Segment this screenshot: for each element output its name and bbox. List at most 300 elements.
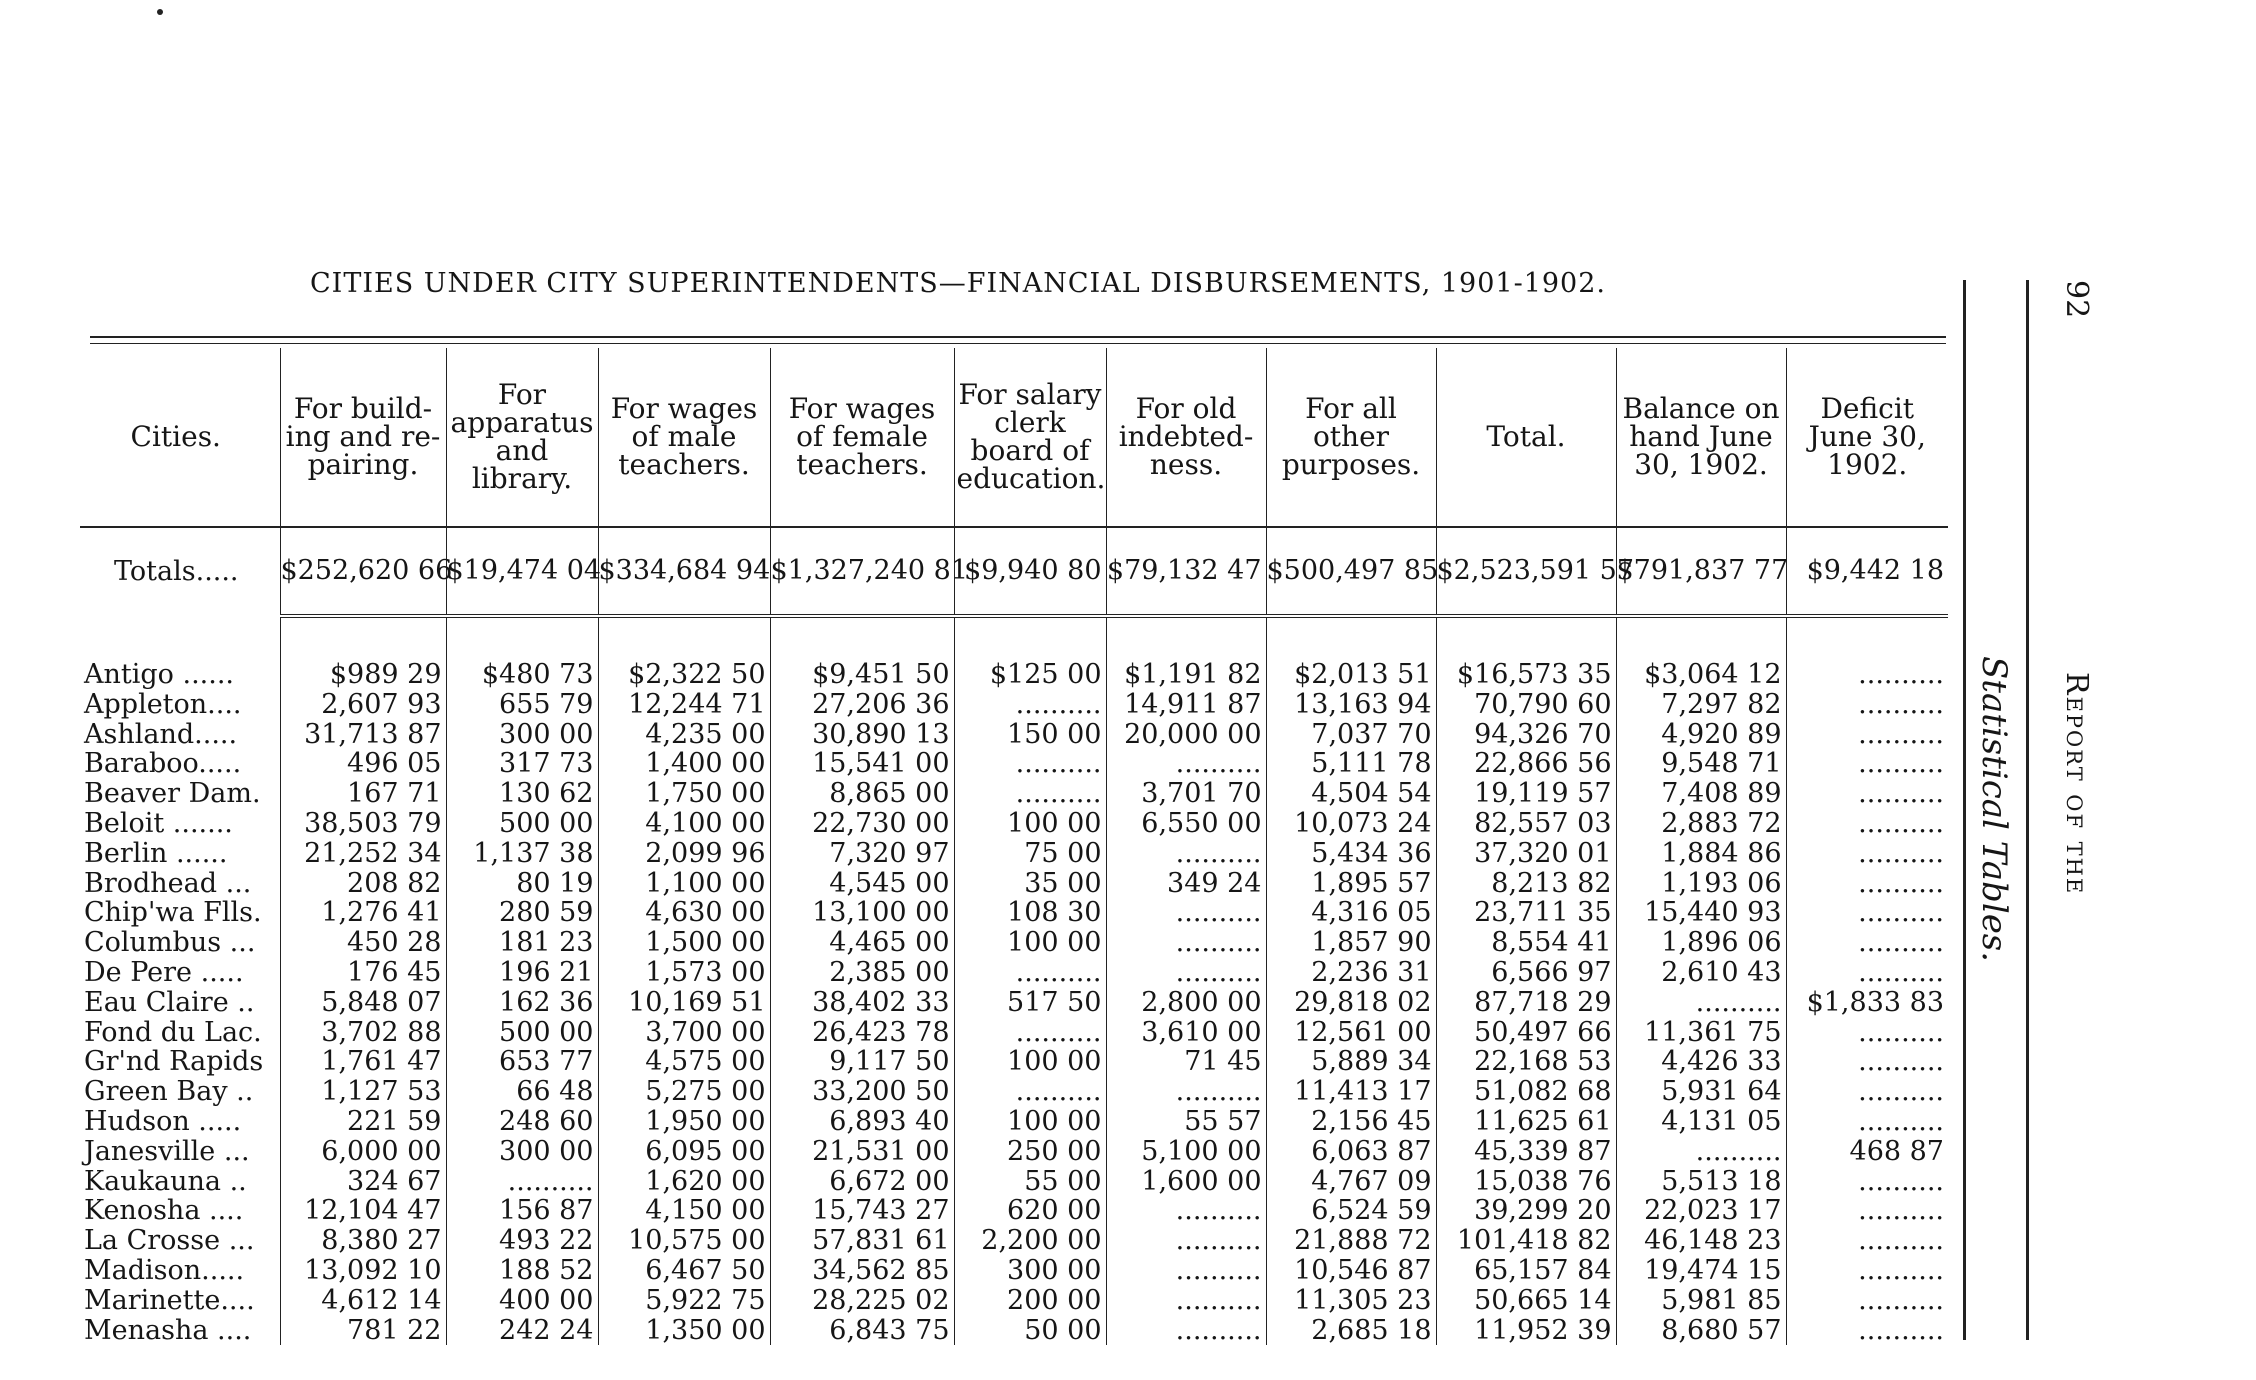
amount-cell: 1,896 06 xyxy=(1616,928,1786,958)
amount-cell: .......... xyxy=(1786,1018,1948,1048)
amount-cell: .......... xyxy=(1786,809,1948,839)
amount-cell: 12,561 00 xyxy=(1266,1018,1436,1048)
amount-cell: 496 05 xyxy=(280,749,446,779)
amount-cell: .......... xyxy=(954,1077,1106,1107)
amount-cell: $19,474 04 xyxy=(446,527,598,616)
amount-cell: 130 62 xyxy=(446,779,598,809)
amount-cell: 5,275 00 xyxy=(598,1077,770,1107)
amount-cell: 21,888 72 xyxy=(1266,1226,1436,1256)
amount-cell: 8,865 00 xyxy=(770,779,954,809)
amount-cell: 188 52 xyxy=(446,1256,598,1286)
spacer-cell xyxy=(954,616,1106,660)
table-row xyxy=(80,1018,1948,1048)
amount-cell: 11,625 61 xyxy=(1436,1107,1616,1137)
amount-cell: 12,104 47 xyxy=(280,1196,446,1226)
amount-cell: $1,327,240 81 xyxy=(770,527,954,616)
amount-cell: .......... xyxy=(1786,1047,1948,1077)
amount-cell: 4,545 00 xyxy=(770,869,954,899)
amount-cell: 4,504 54 xyxy=(1266,779,1436,809)
table-row xyxy=(80,958,1948,988)
top-rule xyxy=(90,336,1946,338)
header-row xyxy=(80,348,1948,527)
amount-cell: 1,761 47 xyxy=(280,1047,446,1077)
amount-cell: 176 45 xyxy=(280,958,446,988)
amount-cell: 655 79 xyxy=(446,690,598,720)
amount-cell: 5,100 00 xyxy=(1106,1137,1266,1167)
amount-cell: 150 00 xyxy=(954,720,1106,750)
amount-cell: .......... xyxy=(954,749,1106,779)
amount-cell: 450 28 xyxy=(280,928,446,958)
amount-cell: 80 19 xyxy=(446,869,598,899)
amount-cell: 11,413 17 xyxy=(1266,1077,1436,1107)
disbursements-table xyxy=(80,348,1948,1345)
amount-cell: 7,037 70 xyxy=(1266,720,1436,750)
amount-cell: .......... xyxy=(1786,660,1948,690)
table-body xyxy=(80,527,1948,1345)
amount-cell: $500,497 85 xyxy=(1266,527,1436,616)
amount-cell: $3,064 12 xyxy=(1616,660,1786,690)
city-name: Hudson ..... xyxy=(84,1106,242,1137)
amount-cell: 45,339 87 xyxy=(1436,1137,1616,1167)
amount-cell: 2,883 72 xyxy=(1616,809,1786,839)
amount-cell: 10,169 51 xyxy=(598,988,770,1018)
amount-cell: 6,566 97 xyxy=(1436,958,1616,988)
spacer-cell xyxy=(280,616,446,660)
amount-cell: .......... xyxy=(1786,1256,1948,1286)
table-row xyxy=(80,1256,1948,1286)
amount-cell: .......... xyxy=(1786,958,1948,988)
spacer-cell xyxy=(446,616,598,660)
amount-cell: $79,132 47 xyxy=(1106,527,1266,616)
amount-cell: 37,320 01 xyxy=(1436,839,1616,869)
column-header: For wages of male teachers. xyxy=(598,348,770,527)
amount-cell: 4,920 89 xyxy=(1616,720,1786,750)
amount-cell: .......... xyxy=(1106,1316,1266,1346)
amount-cell: 4,630 00 xyxy=(598,898,770,928)
amount-cell: 7,297 82 xyxy=(1616,690,1786,720)
amount-cell: 6,843 75 xyxy=(770,1316,954,1346)
amount-cell: 1,857 90 xyxy=(1266,928,1436,958)
city-name: Marinette.... xyxy=(84,1285,255,1316)
amount-cell: 5,981 85 xyxy=(1616,1286,1786,1316)
table-row xyxy=(80,1196,1948,1226)
spacer-cell xyxy=(1106,616,1266,660)
table-row xyxy=(80,1226,1948,1256)
table-row xyxy=(80,1167,1948,1197)
spacer-cell xyxy=(598,616,770,660)
amount-cell: 46,148 23 xyxy=(1616,1226,1786,1256)
amount-cell: 11,305 23 xyxy=(1266,1286,1436,1316)
amount-cell: 4,767 09 xyxy=(1266,1167,1436,1197)
city-name: Kenosha .... xyxy=(84,1196,244,1227)
amount-cell: 7,320 97 xyxy=(770,839,954,869)
amount-cell: 7,408 89 xyxy=(1616,779,1786,809)
amount-cell: 15,541 00 xyxy=(770,749,954,779)
amount-cell: $480 73 xyxy=(446,660,598,690)
amount-cell: 35 00 xyxy=(954,869,1106,899)
column-header: Deficit June 30, 1902. xyxy=(1786,348,1948,527)
table-row xyxy=(80,1077,1948,1107)
amount-cell: .......... xyxy=(1786,749,1948,779)
spacer-cell xyxy=(1266,616,1436,660)
amount-cell: $9,451 50 xyxy=(770,660,954,690)
amount-cell: 100 00 xyxy=(954,1047,1106,1077)
amount-cell: .......... xyxy=(1106,1077,1266,1107)
amount-cell: 10,575 00 xyxy=(598,1226,770,1256)
amount-cell: 5,848 07 xyxy=(280,988,446,1018)
amount-cell: .......... xyxy=(1616,1137,1786,1167)
amount-cell: .......... xyxy=(954,779,1106,809)
amount-cell: 1,127 53 xyxy=(280,1077,446,1107)
table-row xyxy=(80,749,1948,779)
amount-cell: 200 00 xyxy=(954,1286,1106,1316)
amount-cell: 5,434 36 xyxy=(1266,839,1436,869)
amount-cell: 34,562 85 xyxy=(770,1256,954,1286)
amount-cell: .......... xyxy=(1106,958,1266,988)
amount-cell: 6,672 00 xyxy=(770,1167,954,1197)
amount-cell: .......... xyxy=(446,1167,598,1197)
amount-cell: 317 73 xyxy=(446,749,598,779)
table-row xyxy=(80,988,1948,1018)
city-name: De Pere ..... xyxy=(84,957,244,988)
amount-cell: 65,157 84 xyxy=(1436,1256,1616,1286)
amount-cell: 500 00 xyxy=(446,809,598,839)
table-row xyxy=(80,690,1948,720)
amount-cell: $9,940 80 xyxy=(954,527,1106,616)
amount-cell: .......... xyxy=(1106,1196,1266,1226)
amount-cell: 6,467 50 xyxy=(598,1256,770,1286)
city-name: Menasha .... xyxy=(84,1315,252,1346)
amount-cell: 4,316 05 xyxy=(1266,898,1436,928)
amount-cell: 1,350 00 xyxy=(598,1316,770,1346)
city-name: Madison..... xyxy=(84,1255,245,1286)
amount-cell: .......... xyxy=(1786,779,1948,809)
amount-cell: 9,117 50 xyxy=(770,1047,954,1077)
city-name: Berlin ...... xyxy=(84,838,228,869)
amount-cell: 26,423 78 xyxy=(770,1018,954,1048)
amount-cell: 22,866 56 xyxy=(1436,749,1616,779)
amount-cell: 100 00 xyxy=(954,1107,1106,1137)
spacer-cell xyxy=(1436,616,1616,660)
amount-cell: $2,523,591 57 xyxy=(1436,527,1616,616)
spacer-row xyxy=(80,616,1948,660)
amount-cell: 2,236 31 xyxy=(1266,958,1436,988)
amount-cell: 13,100 00 xyxy=(770,898,954,928)
amount-cell: 3,702 88 xyxy=(280,1018,446,1048)
amount-cell: 1,573 00 xyxy=(598,958,770,988)
amount-cell: 1,600 00 xyxy=(1106,1167,1266,1197)
running-head: Report of the xyxy=(2059,672,2094,896)
amount-cell: 468 87 xyxy=(1786,1137,1948,1167)
amount-cell: 82,557 03 xyxy=(1436,809,1616,839)
amount-cell: 1,276 41 xyxy=(280,898,446,928)
amount-cell: 6,893 40 xyxy=(770,1107,954,1137)
amount-cell: 653 77 xyxy=(446,1047,598,1077)
amount-cell: 4,235 00 xyxy=(598,720,770,750)
amount-cell: .......... xyxy=(1786,1316,1948,1346)
table-row xyxy=(80,809,1948,839)
amount-cell: $2,013 51 xyxy=(1266,660,1436,690)
amount-cell: 28,225 02 xyxy=(770,1286,954,1316)
column-header: For salary clerk board of education. xyxy=(954,348,1106,527)
amount-cell: .......... xyxy=(1106,1286,1266,1316)
amount-cell: 21,252 34 xyxy=(280,839,446,869)
amount-cell: 517 50 xyxy=(954,988,1106,1018)
amount-cell: 280 59 xyxy=(446,898,598,928)
spacer-cell xyxy=(1786,616,1948,660)
city-name: Beaver Dam. xyxy=(84,779,261,809)
amount-cell: 3,700 00 xyxy=(598,1018,770,1048)
amount-cell: .......... xyxy=(1786,898,1948,928)
amount-cell: 300 00 xyxy=(954,1256,1106,1286)
city-name: Chip'wa Flls. xyxy=(84,898,262,929)
amount-cell: .......... xyxy=(1786,1077,1948,1107)
amount-cell: 14,911 87 xyxy=(1106,690,1266,720)
amount-cell: 11,952 39 xyxy=(1436,1316,1616,1346)
amount-cell: .......... xyxy=(1106,1256,1266,1286)
amount-cell: .......... xyxy=(1786,690,1948,720)
amount-cell: .......... xyxy=(1786,1167,1948,1197)
amount-cell: 27,206 36 xyxy=(770,690,954,720)
city-name: Totals..... xyxy=(114,556,239,588)
amount-cell: 50,497 66 xyxy=(1436,1018,1616,1048)
amount-cell: 2,200 00 xyxy=(954,1226,1106,1256)
amount-cell: 5,922 75 xyxy=(598,1286,770,1316)
amount-cell: 12,244 71 xyxy=(598,690,770,720)
table-row xyxy=(80,928,1948,958)
city-name: Appleton.... xyxy=(84,689,242,720)
amount-cell: 2,685 18 xyxy=(1266,1316,1436,1346)
amount-cell: 620 00 xyxy=(954,1196,1106,1226)
amount-cell: 4,131 05 xyxy=(1616,1107,1786,1137)
amount-cell: $9,442 18 xyxy=(1786,527,1948,616)
amount-cell: 493 22 xyxy=(446,1226,598,1256)
amount-cell: 248 60 xyxy=(446,1107,598,1137)
amount-cell: 23,711 35 xyxy=(1436,898,1616,928)
spacer-cell xyxy=(80,616,280,660)
column-header: Cities. xyxy=(80,348,280,527)
amount-cell: 2,800 00 xyxy=(1106,988,1266,1018)
amount-cell: 101,418 82 xyxy=(1436,1226,1616,1256)
amount-cell: 51,082 68 xyxy=(1436,1077,1616,1107)
amount-cell: 39,299 20 xyxy=(1436,1196,1616,1226)
amount-cell: 196 21 xyxy=(446,958,598,988)
amount-cell: 2,610 43 xyxy=(1616,958,1786,988)
amount-cell: 1,895 57 xyxy=(1266,869,1436,899)
amount-cell: 10,546 87 xyxy=(1266,1256,1436,1286)
amount-cell: 22,023 17 xyxy=(1616,1196,1786,1226)
amount-cell: 108 30 xyxy=(954,898,1106,928)
amount-cell: .......... xyxy=(1786,869,1948,899)
table-row xyxy=(80,869,1948,899)
amount-cell: 242 24 xyxy=(446,1316,598,1346)
column-header: Balance on hand June 30, 1902. xyxy=(1616,348,1786,527)
amount-cell: 8,380 27 xyxy=(280,1226,446,1256)
amount-cell: 300 00 xyxy=(446,1137,598,1167)
table-row xyxy=(80,1316,1948,1346)
amount-cell: .......... xyxy=(1786,1107,1948,1137)
spacer-cell xyxy=(1616,616,1786,660)
amount-cell: .......... xyxy=(1786,1196,1948,1226)
city-name: Brodhead ... xyxy=(84,868,252,899)
column-header: For build-ing and re-pairing. xyxy=(280,348,446,527)
city-name: Baraboo..... xyxy=(84,749,242,780)
amount-cell: 6,550 00 xyxy=(1106,809,1266,839)
table-row xyxy=(80,779,1948,809)
page-margin-rule-outer xyxy=(2026,280,2029,1340)
amount-cell: 100 00 xyxy=(954,809,1106,839)
amount-cell: 15,038 76 xyxy=(1436,1167,1616,1197)
amount-cell: 300 00 xyxy=(446,720,598,750)
table-title: CITIES UNDER CITY SUPERINTENDENTS—FINANCIAL DISBURSEMENTS, 1901-1902. xyxy=(310,268,1606,299)
amount-cell: 66 48 xyxy=(446,1077,598,1107)
table-row xyxy=(80,1137,1948,1167)
amount-cell: 8,680 57 xyxy=(1616,1316,1786,1346)
amount-cell: 94,326 70 xyxy=(1436,720,1616,750)
amount-cell: 156 87 xyxy=(446,1196,598,1226)
amount-cell: 1,100 00 xyxy=(598,869,770,899)
amount-cell: 19,474 15 xyxy=(1616,1256,1786,1286)
city-name: Janesville ... xyxy=(84,1136,250,1167)
amount-cell: 5,513 18 xyxy=(1616,1167,1786,1197)
amount-cell: $334,684 94 xyxy=(598,527,770,616)
amount-cell: $989 29 xyxy=(280,660,446,690)
amount-cell: 4,100 00 xyxy=(598,809,770,839)
page-margin-rule xyxy=(1963,280,1966,1340)
amount-cell: 3,610 00 xyxy=(1106,1018,1266,1048)
column-header: For apparatus and library. xyxy=(446,348,598,527)
amount-cell: 6,095 00 xyxy=(598,1137,770,1167)
amount-cell: 57,831 61 xyxy=(770,1226,954,1256)
amount-cell: .......... xyxy=(1106,749,1266,779)
amount-cell: 181 23 xyxy=(446,928,598,958)
amount-cell: 2,099 96 xyxy=(598,839,770,869)
spacer-cell xyxy=(770,616,954,660)
amount-cell: 8,554 41 xyxy=(1436,928,1616,958)
amount-cell: 6,000 00 xyxy=(280,1137,446,1167)
amount-cell: 19,119 57 xyxy=(1436,779,1616,809)
table-row xyxy=(80,839,1948,869)
amount-cell: 1,950 00 xyxy=(598,1107,770,1137)
amount-cell: 2,385 00 xyxy=(770,958,954,988)
city-name: Fond du Lac. xyxy=(84,1017,262,1048)
amount-cell: $16,573 35 xyxy=(1436,660,1616,690)
amount-cell: 349 24 xyxy=(1106,869,1266,899)
amount-cell: .......... xyxy=(1106,928,1266,958)
amount-cell: 13,092 10 xyxy=(280,1256,446,1286)
amount-cell: $125 00 xyxy=(954,660,1106,690)
amount-cell: 2,156 45 xyxy=(1266,1107,1436,1137)
table-row xyxy=(80,1107,1948,1137)
column-header: Total. xyxy=(1436,348,1616,527)
column-header: For wages of female teachers. xyxy=(770,348,954,527)
table-row xyxy=(80,1286,1948,1316)
amount-cell: 221 59 xyxy=(280,1107,446,1137)
amount-cell: 6,063 87 xyxy=(1266,1137,1436,1167)
page-number: 92 xyxy=(2059,280,2094,319)
city-name: Eau Claire .. xyxy=(84,987,255,1018)
amount-cell: 1,400 00 xyxy=(598,749,770,779)
amount-cell: 4,575 00 xyxy=(598,1047,770,1077)
city-name: Gr'nd Rapids xyxy=(84,1047,264,1078)
section-title: Statistical Tables. xyxy=(1974,656,2014,963)
amount-cell: 38,402 33 xyxy=(770,988,954,1018)
amount-cell: 167 71 xyxy=(280,779,446,809)
amount-cell: 31,713 87 xyxy=(280,720,446,750)
amount-cell: .......... xyxy=(1786,928,1948,958)
top-rule-2 xyxy=(90,343,1946,344)
amount-cell: 1,193 06 xyxy=(1616,869,1786,899)
amount-cell: 250 00 xyxy=(954,1137,1106,1167)
amount-cell: 9,548 71 xyxy=(1616,749,1786,779)
city-name: Ashland..... xyxy=(84,719,238,750)
amount-cell: $252,620 66 xyxy=(280,527,446,616)
amount-cell: $791,837 77 xyxy=(1616,527,1786,616)
amount-cell: 55 57 xyxy=(1106,1107,1266,1137)
amount-cell: 5,931 64 xyxy=(1616,1077,1786,1107)
table-row xyxy=(80,660,1948,690)
amount-cell: .......... xyxy=(954,1018,1106,1048)
amount-cell: 55 00 xyxy=(954,1167,1106,1197)
amount-cell: 1,137 38 xyxy=(446,839,598,869)
amount-cell: 100 00 xyxy=(954,928,1106,958)
amount-cell: 11,361 75 xyxy=(1616,1018,1786,1048)
city-name: Kaukauna .. xyxy=(84,1166,247,1197)
amount-cell: 22,168 53 xyxy=(1436,1047,1616,1077)
amount-cell: 15,743 27 xyxy=(770,1196,954,1226)
amount-cell: 71 45 xyxy=(1106,1047,1266,1077)
amount-cell: 4,465 00 xyxy=(770,928,954,958)
amount-cell: 208 82 xyxy=(280,869,446,899)
amount-cell: 50 00 xyxy=(954,1316,1106,1346)
column-header: For all other purposes. xyxy=(1266,348,1436,527)
amount-cell: .......... xyxy=(954,958,1106,988)
city-name: Columbus ... xyxy=(84,928,256,958)
amount-cell: 70,790 60 xyxy=(1436,690,1616,720)
city-name: La Crosse ... xyxy=(84,1226,255,1256)
city-name: Beloit ....... xyxy=(84,808,233,839)
amount-cell: 162 36 xyxy=(446,988,598,1018)
amount-cell: 4,150 00 xyxy=(598,1196,770,1226)
amount-cell: 22,730 00 xyxy=(770,809,954,839)
table-row xyxy=(80,1047,1948,1077)
amount-cell: 21,531 00 xyxy=(770,1137,954,1167)
amount-cell: .......... xyxy=(1786,720,1948,750)
table-row xyxy=(80,898,1948,928)
totals-row xyxy=(80,527,1948,616)
amount-cell: .......... xyxy=(954,690,1106,720)
amount-cell: .......... xyxy=(1786,1286,1948,1316)
amount-cell: 15,440 93 xyxy=(1616,898,1786,928)
amount-cell: 4,426 33 xyxy=(1616,1047,1786,1077)
amount-cell: .......... xyxy=(1786,839,1948,869)
column-header: For old indebted-ness. xyxy=(1106,348,1266,527)
amount-cell: 500 00 xyxy=(446,1018,598,1048)
amount-cell: .......... xyxy=(1106,898,1266,928)
amount-cell: 50,665 14 xyxy=(1436,1286,1616,1316)
amount-cell: 4,612 14 xyxy=(280,1286,446,1316)
amount-cell: 781 22 xyxy=(280,1316,446,1346)
amount-cell: 1,620 00 xyxy=(598,1167,770,1197)
amount-cell: 5,889 34 xyxy=(1266,1047,1436,1077)
amount-cell: 33,200 50 xyxy=(770,1077,954,1107)
amount-cell: 87,718 29 xyxy=(1436,988,1616,1018)
amount-cell: 29,818 02 xyxy=(1266,988,1436,1018)
ink-speck xyxy=(157,9,163,15)
amount-cell: .......... xyxy=(1616,988,1786,1018)
amount-cell: 13,163 94 xyxy=(1266,690,1436,720)
amount-cell: $1,191 82 xyxy=(1106,660,1266,690)
